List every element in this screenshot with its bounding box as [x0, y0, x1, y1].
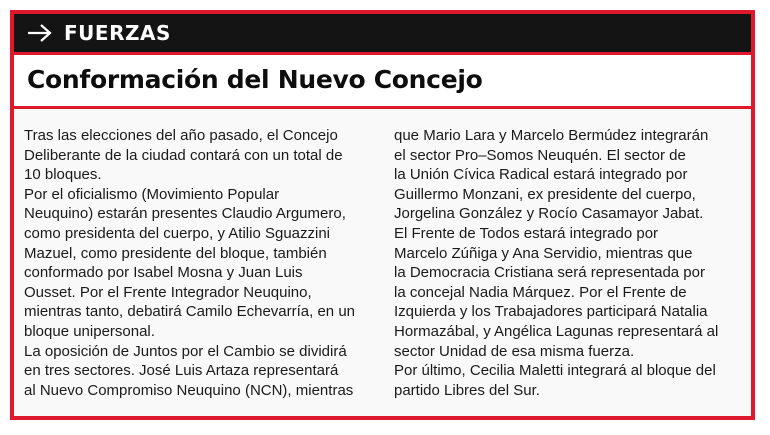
text-line: Guillermo Monzani, ex presidente del cuerpo, [394, 185, 696, 203]
text-line: Izquierda y los Trabajadores participará Natalia [394, 303, 708, 321]
text-line: El Frente de Todos estará integrado por [394, 224, 659, 242]
text-line: la Unión Cívica Radical estará integrado por [394, 166, 688, 184]
text-line: Neuquino) estarán presentes Claudio Argumero, [24, 205, 346, 223]
text-line: Tras las elecciones del año pasado, el Concejo [24, 127, 338, 144]
text-line: que Mario Lara y Marcelo Bermúdez integrarán [394, 127, 709, 144]
text-line: conformado por Isabel Mosna y Juan Luis [24, 264, 303, 282]
text-line: en tres sectores. José Luis Artaza representará [24, 362, 339, 380]
header-divider [14, 52, 751, 55]
text-line: Ousset. Por el Frente Integrador Neuquino, [24, 283, 312, 301]
text-line: Jorgelina González y Rocío Casamayor Jabat. [394, 205, 704, 223]
text-line: la concejal Nadia Márquez. Por el Frente de [394, 283, 687, 301]
text-line: La oposición de Juntos por el Cambio se dividirá [24, 342, 347, 360]
article-column-right [394, 126, 746, 400]
text-line: Deliberante de la ciudad contará con un total de [24, 146, 343, 164]
text-line: como presidenta del cuerpo, y Atilio Sguazzini [24, 224, 331, 242]
text-line: bloque unipersonal. [24, 322, 155, 340]
text-line: mientras tanto, debatirá Camilo Echevarría, en un [24, 303, 356, 321]
article-body [14, 109, 751, 416]
text-line: la Democracia Cristiana será representada por [394, 264, 705, 282]
text-line: Mazuel, como presidente del bloque, también [24, 244, 327, 262]
article-column-left [24, 126, 379, 400]
text-line: sector Unidad de esa misma fuerza. [394, 342, 635, 360]
text-line: al Nuevo Compromiso Neuquino (NCN), mientras [24, 381, 354, 399]
text-line: Marcelo Zúñiga y Ana Servidio, mientras que [394, 244, 693, 262]
section-label: FUERZAS [64, 21, 171, 45]
text-line: partido Libres del Sur. [394, 381, 540, 399]
infobox [10, 10, 755, 420]
text-line: el sector Pro–Somos Neuquén. El sector de [394, 146, 686, 164]
text-line: 10 bloques. [24, 166, 102, 184]
text-line: Hormazábal, y Angélica Lagunas representará al [394, 322, 719, 340]
section-bar [14, 14, 751, 52]
text-line: Por último, Cecilia Maletti integrará al bloque del [394, 362, 716, 380]
page-title: Conformación del Nuevo Concejo [27, 65, 483, 94]
right-arrow-icon [26, 22, 54, 44]
text-line: Por el oficialismo (Movimiento Popular [24, 185, 280, 203]
